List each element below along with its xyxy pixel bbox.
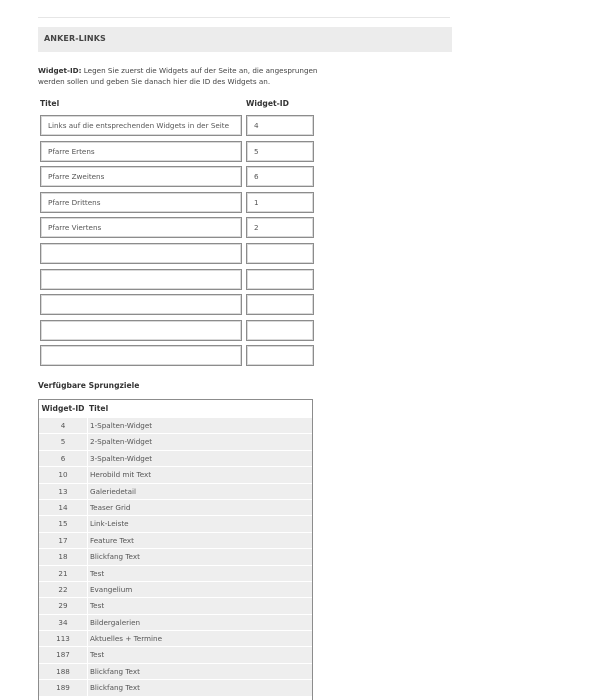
cell-title: 2-Spalten-Widget [90, 437, 153, 447]
cell-widget-id: 29 [39, 598, 88, 613]
widget-id-input[interactable]: 5 [246, 141, 314, 162]
available-targets-table [38, 399, 313, 700]
title-input[interactable]: Pfarre Ertens [40, 141, 242, 162]
table-row [39, 533, 312, 548]
cell-widget-id: 22 [39, 582, 88, 597]
cell-title: Test [90, 601, 105, 611]
intro-label: Widget-ID: [38, 66, 82, 75]
cell-title: 1-Spalten-Widget [90, 421, 153, 430]
table-row [39, 451, 312, 466]
cell-title: Blickfang Text [90, 683, 140, 693]
cell-widget-id: 187 [39, 647, 88, 662]
widget-id-input[interactable] [246, 320, 314, 341]
cell-widget-id: 15 [39, 516, 88, 531]
cell-title: Feature Text [90, 535, 134, 545]
cell-widget-id: 10 [39, 467, 88, 482]
cell-title: Herobild mit Text [90, 470, 152, 480]
cell-title: Teaser Grid [90, 502, 131, 512]
table-row [39, 582, 312, 597]
title-input[interactable]: Links auf die entsprechenden Widgets in der Seite [40, 115, 242, 136]
cell-widget-id: 18 [39, 549, 88, 564]
cell-title: Galeriedetail [90, 486, 136, 496]
title-input[interactable]: Pfarre Zweitens [40, 166, 242, 187]
title-input[interactable] [40, 294, 242, 315]
cell-widget-id: 14 [39, 500, 88, 515]
cell-widget-id: 4 [39, 418, 88, 433]
table-row [39, 615, 312, 630]
cell-title: Link-Leiste [90, 519, 129, 529]
table-row [39, 680, 312, 695]
widget-id-input[interactable]: 4 [246, 115, 314, 136]
widget-id-input[interactable] [246, 269, 314, 290]
cell-title: Test [90, 568, 105, 578]
table-row [39, 434, 312, 449]
table-row [39, 647, 312, 662]
cell-widget-id: 21 [39, 566, 88, 581]
divider [38, 17, 450, 18]
title-input[interactable]: Pfarre Viertens [40, 217, 242, 238]
table-row [39, 664, 312, 679]
cell-title: Blickfang Text [90, 666, 140, 676]
table-header-row [39, 400, 312, 417]
table-row [39, 467, 312, 482]
table-header-widget-id: Widget-ID [41, 404, 85, 413]
table-row [39, 516, 312, 531]
cell-widget-id: 189 [39, 680, 88, 695]
cell-widget-id: 6 [39, 451, 88, 466]
cell-title: Evangelium [90, 584, 133, 594]
widget-id-input[interactable]: 1 [246, 192, 314, 213]
intro-description: Legen Sie zuerst die Widgets auf der Seite an, die angesprungen werden sollen und geben Sie danach hier die ID des Widgets an. [38, 66, 318, 86]
cell-title: Blickfang Text [90, 552, 140, 562]
column-header-widget-id: Widget-ID [246, 99, 289, 108]
cell-widget-id: 113 [39, 631, 88, 646]
table-row [39, 566, 312, 581]
widget-id-input[interactable]: 2 [246, 217, 314, 238]
title-input[interactable]: Pfarre Drittens [40, 192, 242, 213]
widget-id-input[interactable] [246, 243, 314, 264]
title-input[interactable] [40, 345, 242, 366]
cell-title: Bildergalerien [90, 617, 141, 627]
intro-text [38, 65, 338, 87]
cell-widget-id: 17 [39, 533, 88, 548]
column-header-title: Titel [40, 99, 60, 108]
table-row [39, 549, 312, 564]
title-input[interactable] [40, 243, 242, 264]
cell-widget-id: 188 [39, 664, 88, 679]
table-header-title: Titel [89, 404, 109, 413]
widget-id-input[interactable]: 6 [246, 166, 314, 187]
cell-title: 3-Spalten-Widget [90, 453, 153, 463]
widget-id-input[interactable] [246, 345, 314, 366]
cell-title: Aktuelles + Termine [90, 634, 163, 644]
title-input[interactable] [40, 269, 242, 290]
cell-title: Test [90, 650, 105, 660]
table-row [39, 418, 312, 433]
section-title: ANKER-LINKS [44, 34, 106, 43]
table-row [39, 631, 312, 646]
cell-widget-id: 13 [39, 484, 88, 499]
widget-id-input[interactable] [246, 294, 314, 315]
available-targets-heading: Verfügbare Sprungziele [38, 381, 140, 390]
title-input[interactable] [40, 320, 242, 341]
section-header [38, 27, 452, 52]
table-row [39, 500, 312, 515]
cell-widget-id: 5 [39, 434, 88, 449]
table-row [39, 598, 312, 613]
table-row [39, 484, 312, 499]
cell-widget-id: 34 [39, 615, 88, 630]
